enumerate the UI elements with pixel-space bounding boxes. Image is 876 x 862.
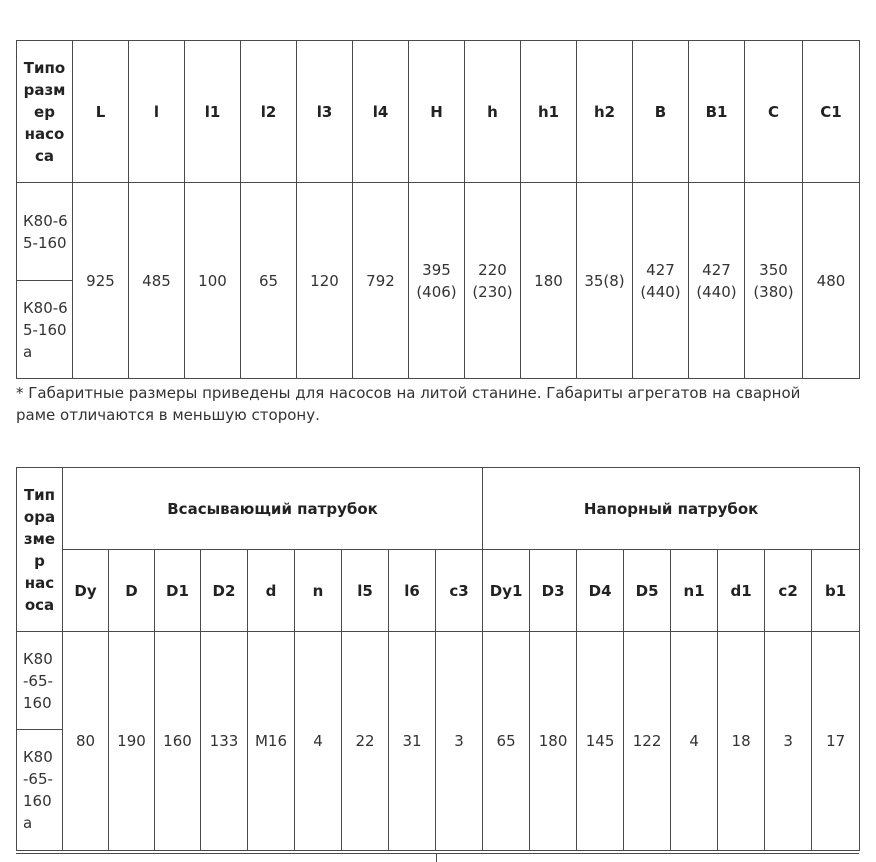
col-header: D xyxy=(109,550,155,632)
value-cell: 18 xyxy=(718,632,765,851)
col-header: D1 xyxy=(155,550,201,632)
col-header: b1 xyxy=(812,550,860,632)
value-cell: 100 xyxy=(185,183,241,379)
type-cell: К80-65-160а xyxy=(17,281,73,379)
col-header: D2 xyxy=(201,550,248,632)
value-cell: 65 xyxy=(241,183,297,379)
value-cell: 427 (440) xyxy=(633,183,689,379)
col-header: h xyxy=(465,41,521,183)
value-cell: 350 (380) xyxy=(745,183,803,379)
value-cell: 220 (230) xyxy=(465,183,521,379)
col-header: h1 xyxy=(521,41,577,183)
value-cell: 133 xyxy=(201,632,248,851)
col-header: n xyxy=(295,550,342,632)
value-cell: 4 xyxy=(671,632,718,851)
value-cell: 35(8) xyxy=(577,183,633,379)
col-header: C1 xyxy=(803,41,860,183)
value-cell: 31 xyxy=(389,632,436,851)
pressure-group-header: Напорный патрубок xyxy=(483,468,860,550)
footnote: * Габаритные размеры приведены для насосов на литой станине. Габариты агрегатов на сварной раме отличаются в меньшую сторону. xyxy=(16,384,801,424)
col-header: L xyxy=(73,41,129,183)
value-cell: 180 xyxy=(530,632,577,851)
col-header: l3 xyxy=(297,41,353,183)
value-cell: 190 xyxy=(109,632,155,851)
col-header: l6 xyxy=(389,550,436,632)
type-cell: К80-65-160 xyxy=(17,183,73,281)
col-header: l4 xyxy=(353,41,409,183)
value-cell: 65 xyxy=(483,632,530,851)
value-cell: 792 xyxy=(353,183,409,379)
col-header: D4 xyxy=(577,550,624,632)
col-header: H xyxy=(409,41,465,183)
col-header: C xyxy=(745,41,803,183)
col-header: c3 xyxy=(436,550,483,632)
col-header: n1 xyxy=(671,550,718,632)
dimensions-table xyxy=(16,40,860,379)
value-cell: 3 xyxy=(436,632,483,851)
value-cell: 395 (406) xyxy=(409,183,465,379)
col-header: l2 xyxy=(241,41,297,183)
col-header: l xyxy=(129,41,185,183)
col-header: Dy xyxy=(63,550,109,632)
flanges-table xyxy=(16,467,860,851)
col-header: B1 xyxy=(689,41,745,183)
value-cell: 120 xyxy=(297,183,353,379)
value-cell: 145 xyxy=(577,632,624,851)
col-header: d1 xyxy=(718,550,765,632)
table-header-row xyxy=(17,550,860,632)
value-cell: 480 xyxy=(803,183,860,379)
col-header: h2 xyxy=(577,41,633,183)
suction-group-header: Всасывающий патрубок xyxy=(63,468,483,550)
col-header: D5 xyxy=(624,550,671,632)
value-cell: 4 xyxy=(295,632,342,851)
type-header: Тип ора зме р нас оса xyxy=(17,468,63,632)
value-cell: 427 (440) xyxy=(689,183,745,379)
value-cell: 122 xyxy=(624,632,671,851)
col-header: D3 xyxy=(530,550,577,632)
value-cell: 22 xyxy=(342,632,389,851)
value-cell: 925 xyxy=(73,183,129,379)
value-cell: М16 xyxy=(248,632,295,851)
col-header: Dy1 xyxy=(483,550,530,632)
value-cell: 485 xyxy=(129,183,185,379)
type-cell: К80 -65- 160 xyxy=(17,632,63,730)
table-header-row xyxy=(17,468,860,550)
col-header: l5 xyxy=(342,550,389,632)
type-header: Типо разм ер насо са xyxy=(17,41,73,183)
col-header: c2 xyxy=(765,550,812,632)
value-cell: 3 xyxy=(765,632,812,851)
type-cell: К80 -65- 160 а xyxy=(17,730,63,851)
value-cell: 80 xyxy=(63,632,109,851)
col-header: d xyxy=(248,550,295,632)
col-header: B xyxy=(633,41,689,183)
table-row xyxy=(17,632,860,730)
col-header: l1 xyxy=(185,41,241,183)
value-cell: 17 xyxy=(812,632,860,851)
value-cell: 160 xyxy=(155,632,201,851)
value-cell: 180 xyxy=(521,183,577,379)
table-row xyxy=(17,183,860,281)
table-header-row xyxy=(17,41,860,183)
